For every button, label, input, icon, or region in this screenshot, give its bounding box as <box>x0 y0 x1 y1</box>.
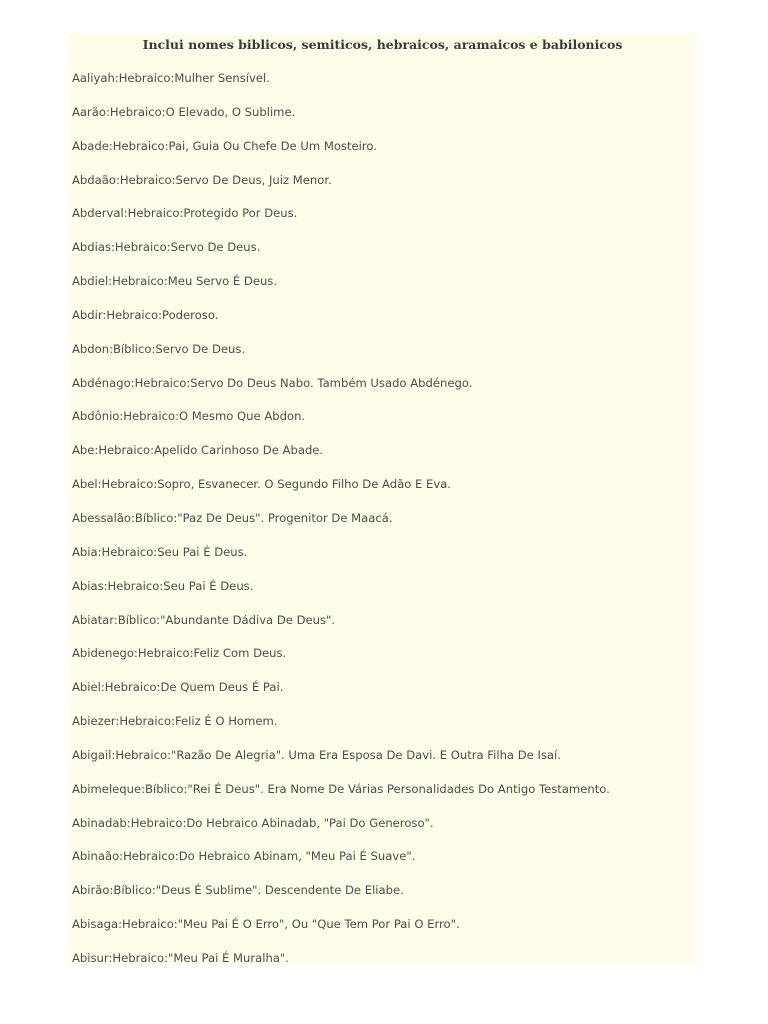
list-item: Abidenego:Hebraico:Feliz Com Deus. <box>72 646 287 661</box>
list-item: Abade:Hebraico:Pai, Guia Ou Chefe De Um Mosteiro. <box>72 138 377 153</box>
list-item: Aarão:Hebraico:O Elevado, O Sublime. <box>72 104 296 119</box>
list-item: Abe:Hebraico:Apelido Carinhoso De Abade. <box>72 443 324 458</box>
list-item: Abiezer:Hebraico:Feliz É O Homem. <box>72 714 278 729</box>
content-panel <box>69 34 696 964</box>
document-title: Inclui nomes biblicos, semiticos, hebraicos, aramaicos e babilonicos <box>142 37 623 52</box>
list-item: Abderval:Hebraico:Protegido Por Deus. <box>72 206 298 221</box>
list-item: Abdias:Hebraico:Servo De Deus. <box>72 240 261 255</box>
list-item: Abinaão:Hebraico:Do Hebraico Abinam, "Meu Pai É Suave". <box>72 849 416 864</box>
list-item: Abirão:Bíblico:"Deus É Sublime". Descendente De Eliabe. <box>72 883 404 898</box>
list-item: Abdônio:Hebraico:O Mesmo Que Abdon. <box>72 409 306 424</box>
list-item: Abisur:Hebraico:"Meu Pai É Muralha". <box>72 950 289 965</box>
list-item: Abigail:Hebraico:"Razão De Alegria". Uma Era Esposa De Davi. E Outra Filha De Isaí. <box>72 747 561 762</box>
list-item: Abisaga:Hebraico:"Meu Pai É O Erro", Ou "Que Tem Por Pai O Erro". <box>72 917 460 932</box>
list-item: Abdir:Hebraico:Poderoso. <box>72 307 219 322</box>
list-item: Abdaão:Hebraico:Servo De Deus, Juiz Menor. <box>72 172 332 187</box>
list-item: Aaliyah:Hebraico:Mulher Sensível. <box>72 71 270 85</box>
list-item: Abessalão:Bíblico:"Paz De Deus". Progenitor De Maacá. <box>72 510 393 525</box>
list-item: Abiel:Hebraico:De Quem Deus É Pai. <box>72 680 284 695</box>
list-item: Abiatar:Bíblico:"Abundante Dádiva De Deus". <box>72 612 336 627</box>
list-item: Abel:Hebraico:Sopro, Esvanecer. O Segundo Filho De Adão E Eva. <box>72 477 451 492</box>
list-item: Abdénago:Hebraico:Servo Do Deus Nabo. Também Usado Abdénego. <box>72 375 473 390</box>
name-list <box>72 68 610 982</box>
list-item: Abimeleque:Bíblico:"Rei É Deus". Era Nome De Várias Personalidades Do Antigo Testamento. <box>72 781 610 796</box>
list-item: Abinadab:Hebraico:Do Hebraico Abinadab, "Pai Do Generoso". <box>72 815 434 830</box>
list-item: Abdon:Bíblico:Servo De Deus. <box>72 341 246 356</box>
list-item: Abdiel:Hebraico:Meu Servo É Deus. <box>72 274 278 289</box>
list-item: Abia:Hebraico:Seu Pai É Deus. <box>72 544 248 559</box>
list-item: Abias:Hebraico:Seu Pai É Deus. <box>72 578 254 593</box>
